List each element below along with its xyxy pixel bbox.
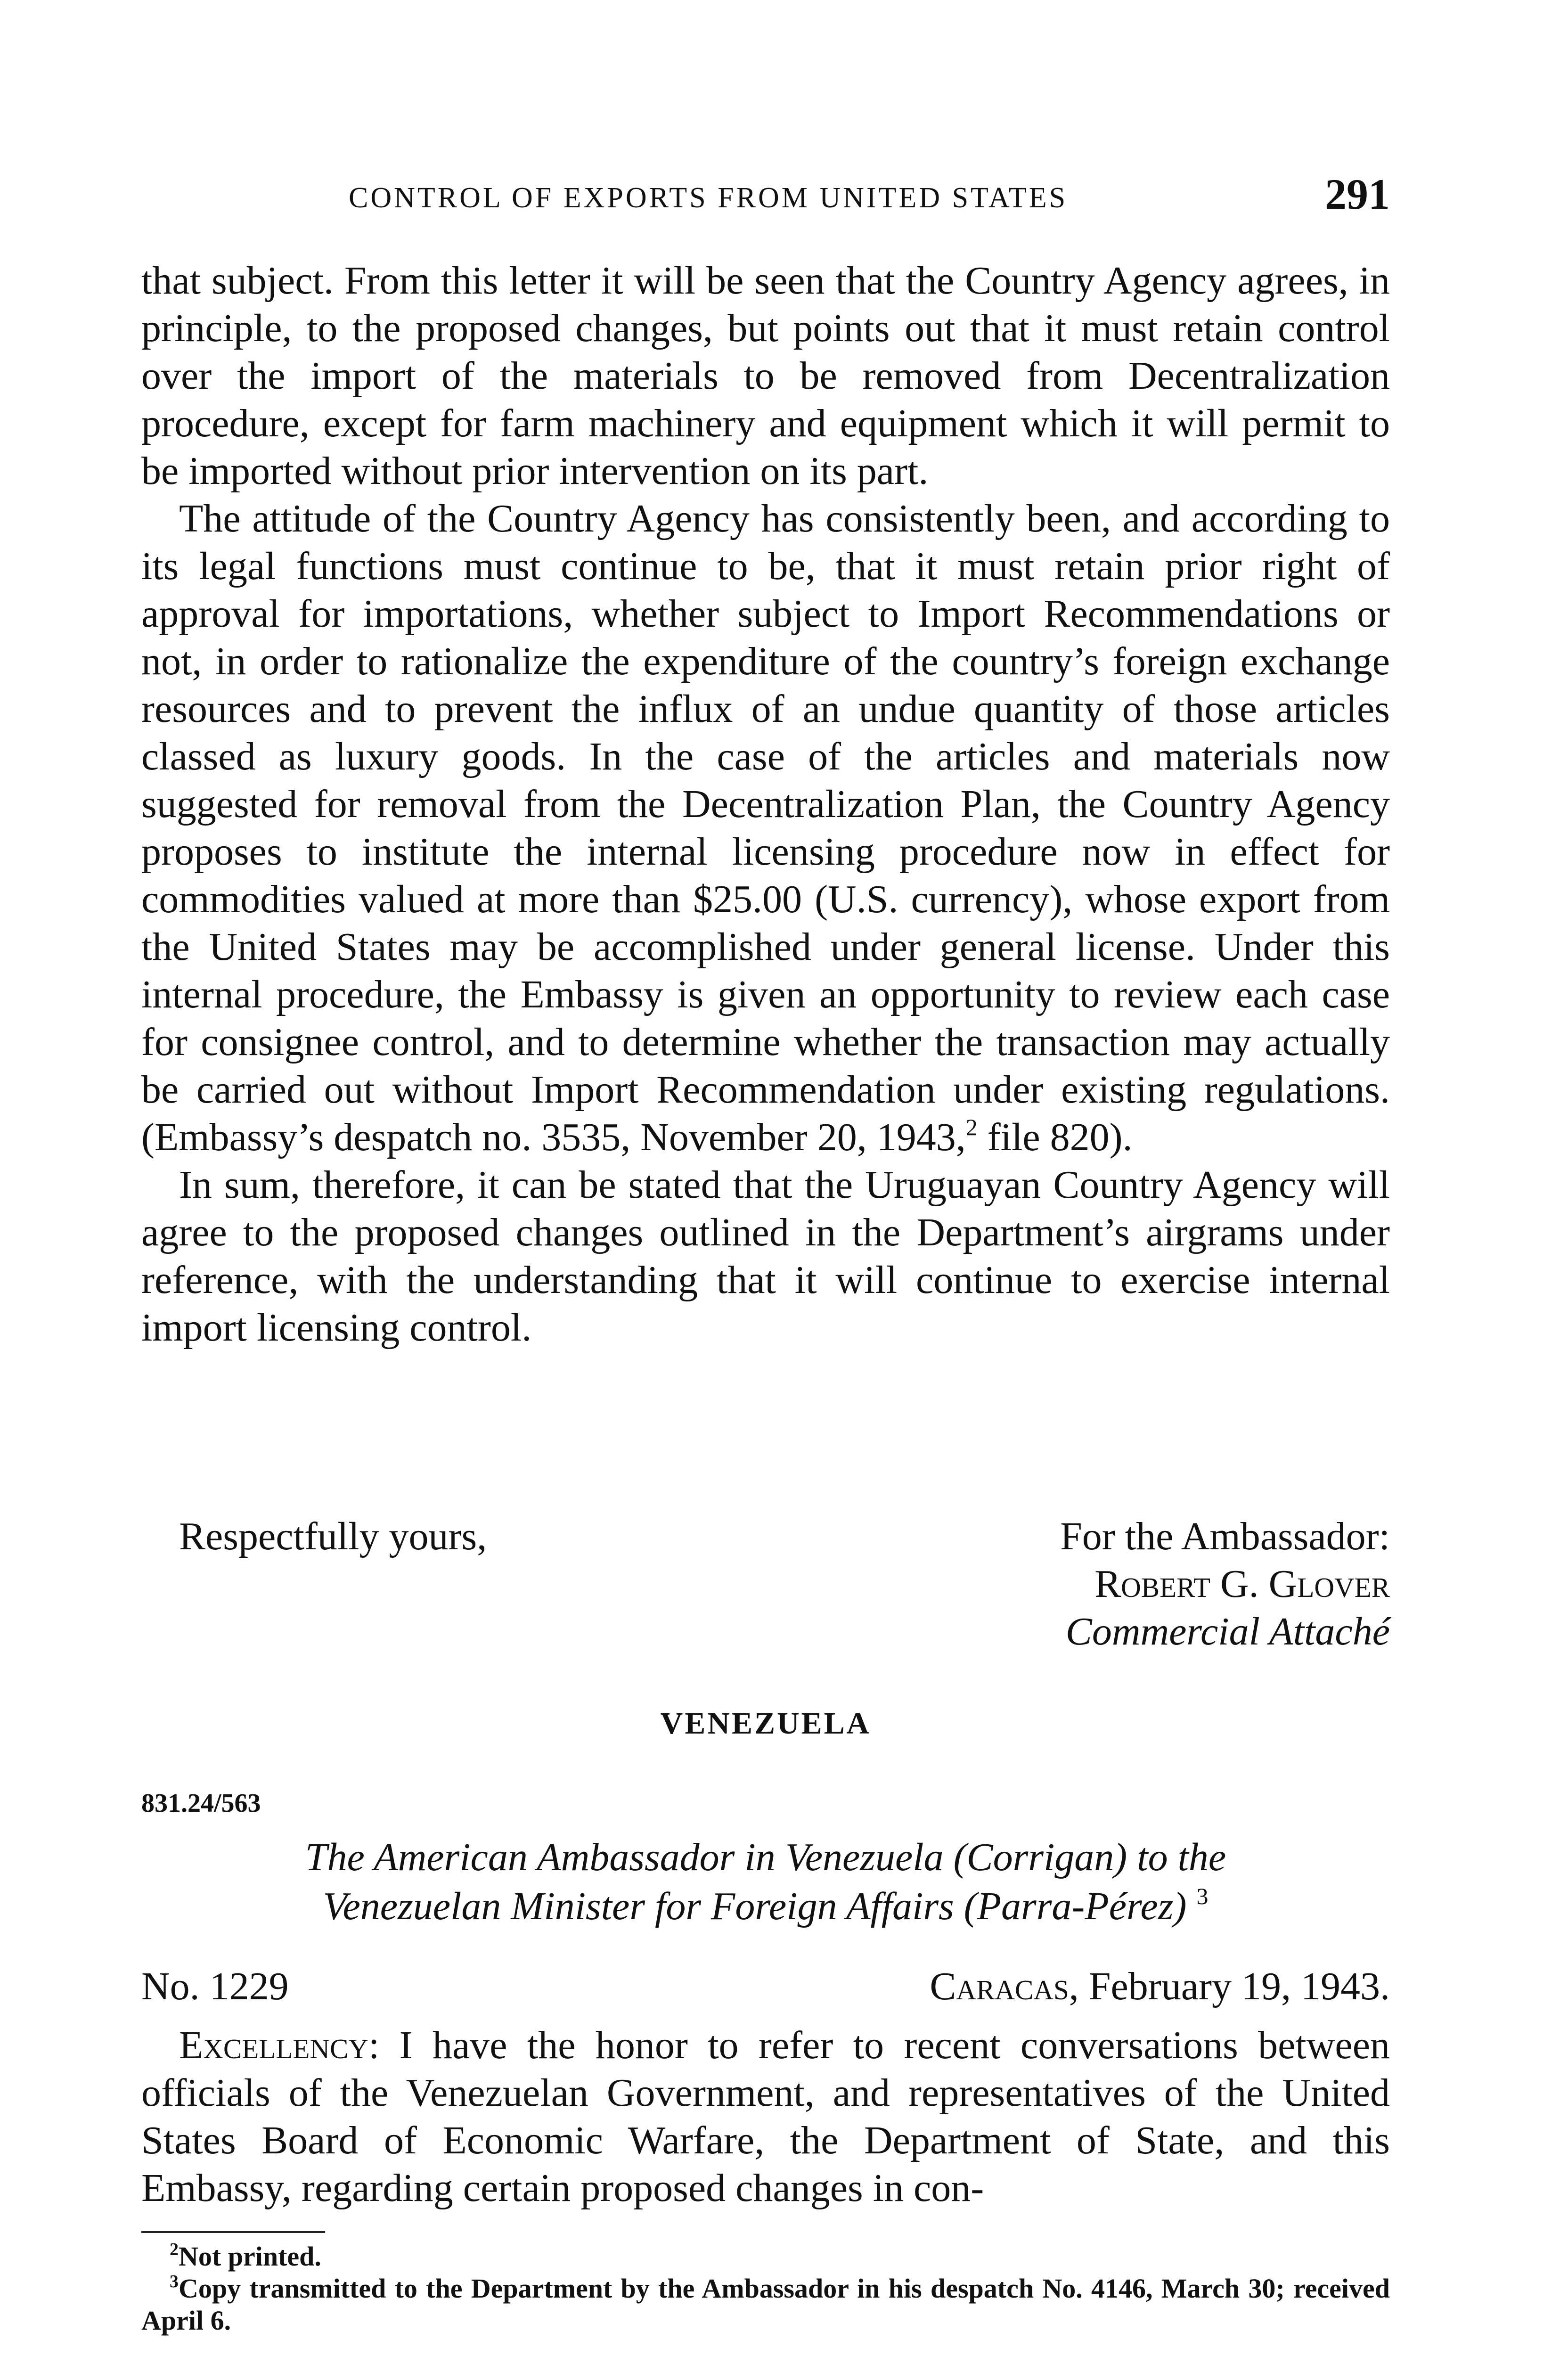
footnote-ref-2[interactable]: 2	[965, 1114, 978, 1140]
signature-block	[1060, 1513, 1390, 1655]
paragraph-3: In sum, therefore, it can be stated that the Uruguayan Country Agency will agree to the proposed changes outlined in the Department’s airgrams under reference, with the understanding that it will continue to exercise internal import licensing control.	[141, 1163, 1390, 1350]
footnote-ref-3[interactable]: 3	[1196, 1883, 1209, 1909]
signer-name: Robert G. Glover	[1094, 1562, 1390, 1606]
footnote-rule	[141, 2231, 325, 2233]
paragraph-2	[141, 495, 1390, 1161]
paragraph-1: that subject. From this letter it will be seen that the Country Agency agrees, in principle, to the proposed changes, but points out that it must retain control over the import of the materials to be removed from Decentralization procedure, except for farm machinery and equipment which it will permit to be imported without prior intervention on its part.	[141, 259, 1390, 493]
title-line-2-text: Venezuelan Minister for Foreign Affairs (Parra-Pérez)	[323, 1884, 1187, 1928]
place-date	[930, 1963, 1390, 2010]
paragraph-2-tail: file 820).	[977, 1115, 1133, 1159]
footnote-2	[141, 2241, 1390, 2273]
section-heading: VENEZUELA	[660, 1706, 871, 1741]
footnote-3	[141, 2273, 1390, 2337]
title-line-1: The American Ambassador in Venezuela (Corrigan) to the	[305, 1835, 1226, 1879]
page-number: 291	[1325, 170, 1390, 218]
closing-salutation: Respectfully yours,	[179, 1514, 487, 1558]
footnote-2-mark: 2	[170, 2240, 179, 2259]
page-header	[141, 172, 1390, 224]
for-ambassador-line: For the Ambassador:	[1060, 1514, 1390, 1558]
document-title	[141, 1833, 1390, 1931]
letter-text: : I have the honor to refer to recent conversations between officials of the Venezuelan Government, and representatives of the United States Board of Economic Warfare, the Department of State, and this Embassy, regarding certain proposed changes in con-	[141, 2023, 1390, 2210]
file-number: 831.24/563	[141, 1789, 261, 1818]
footnote-3-mark: 3	[170, 2272, 179, 2291]
letter-salutation: Excellency	[179, 2023, 368, 2067]
footnote-2-text: Not printed.	[179, 2241, 321, 2272]
letter-paragraph	[141, 2021, 1390, 2212]
running-head: CONTROL OF EXPORTS FROM UNITED STATES	[349, 182, 1068, 214]
date-text: , February 19, 1943.	[1069, 1964, 1390, 2008]
title-line-2	[141, 1882, 1390, 1931]
signer-title: Commercial Attaché	[1065, 1610, 1390, 1653]
letter-body	[141, 2021, 1390, 2212]
despatch-number: No. 1229	[141, 1964, 289, 2008]
footnotes	[141, 2241, 1390, 2337]
footnote-3-text: Copy transmitted to the Department by the Ambassador in his despatch No. 4146, March 30; received April 6.	[141, 2273, 1390, 2336]
paragraph-2-text: The attitude of the Country Agency has consistently been, and according to its legal functions must continue to be, that it must retain prior right of approval for importations, whether subject to Import Recommendations or not, in order to rationalize the expenditure of the country’s foreign exchange resources and to prevent the influx of an undue quantity of those articles classed as luxury goods. In the case of the articles and materials now suggested for removal from the Decentralization Plan, the Country Agency proposes to institute the internal licensing procedure now in effect for commodities valued at more than $25.00 (U.S. currency), whose export from the United States may be accomplished under general license. Under this internal procedure, the Embassy is given an opportunity to review each case for consignee control, and to determine whether the transaction may actually be carried out without Import Recommendation under existing regulations. (Embassy’s despatch no. 3535, November 20, 1943,	[141, 497, 1390, 1159]
body-text	[141, 257, 1390, 1351]
place-city: Caracas	[930, 1964, 1069, 2008]
